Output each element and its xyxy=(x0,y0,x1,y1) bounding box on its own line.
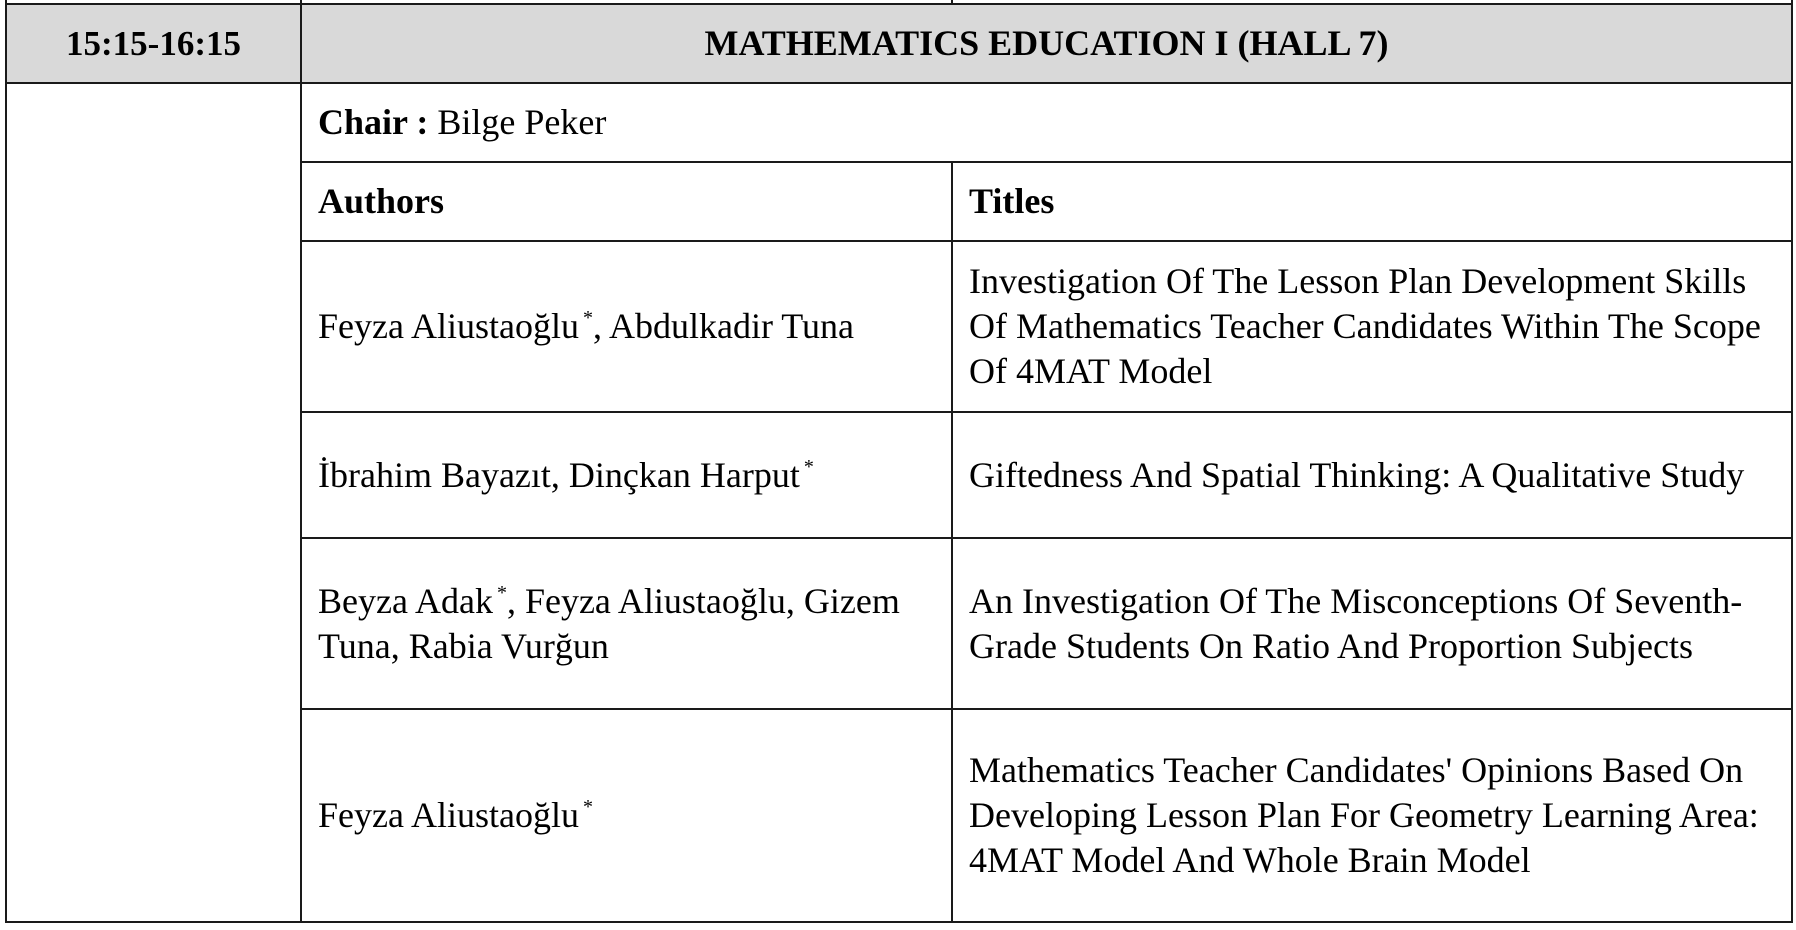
paper-title: Mathematics Teacher Candidates' Opinions Based On Developing Lesson Plan For Geometry Learning Area: 4MAT Model And Whole Brain Model xyxy=(952,709,1792,922)
paper-title: Investigation Of The Lesson Plan Development Skills Of Mathematics Teacher Candidates Within The Scope Of 4MAT Model xyxy=(952,241,1792,412)
presenter-star: * xyxy=(582,307,593,329)
session-time: 15:15-16:15 xyxy=(6,4,301,83)
presenter-star: * xyxy=(496,581,507,604)
chair-cell xyxy=(301,83,1792,162)
titles-header: Titles xyxy=(952,162,1792,241)
chair-label: Chair : xyxy=(318,102,429,142)
author-names: İbrahim Bayazıt, Dinçkan Harput xyxy=(318,454,800,495)
session-header-row xyxy=(6,4,1792,83)
presenter-star: * xyxy=(803,455,814,478)
session-schedule-table xyxy=(5,0,1793,923)
presenter-star: * xyxy=(582,796,593,818)
author-names: Beyza Adak xyxy=(318,580,493,621)
paper-title: An Investigation Of The Misconceptions Of Seventh-Grade Students On Ratio And Proportion Subjects xyxy=(952,538,1792,709)
author-names: Feyza Aliustaoğlu xyxy=(318,795,579,835)
session-title: MATHEMATICS EDUCATION I (HALL 7) xyxy=(301,4,1792,83)
paper-title: Giftedness And Spatial Thinking: A Qualitative Study xyxy=(952,412,1792,538)
paper-authors xyxy=(301,241,952,412)
author-names: , Feyza Aliustaoğlu, Gizem Tuna, Rabia Vurğun xyxy=(318,580,900,666)
time-column-spacer xyxy=(6,83,301,922)
chair-row xyxy=(6,83,1792,162)
paper-authors xyxy=(301,412,952,538)
paper-authors xyxy=(301,709,952,922)
paper-authors xyxy=(301,538,952,709)
author-names: Feyza Aliustaoğlu xyxy=(318,306,579,346)
chair-name: Bilge Peker xyxy=(437,102,607,142)
author-names: , Abdulkadir Tuna xyxy=(592,306,855,346)
authors-header: Authors xyxy=(301,162,952,241)
